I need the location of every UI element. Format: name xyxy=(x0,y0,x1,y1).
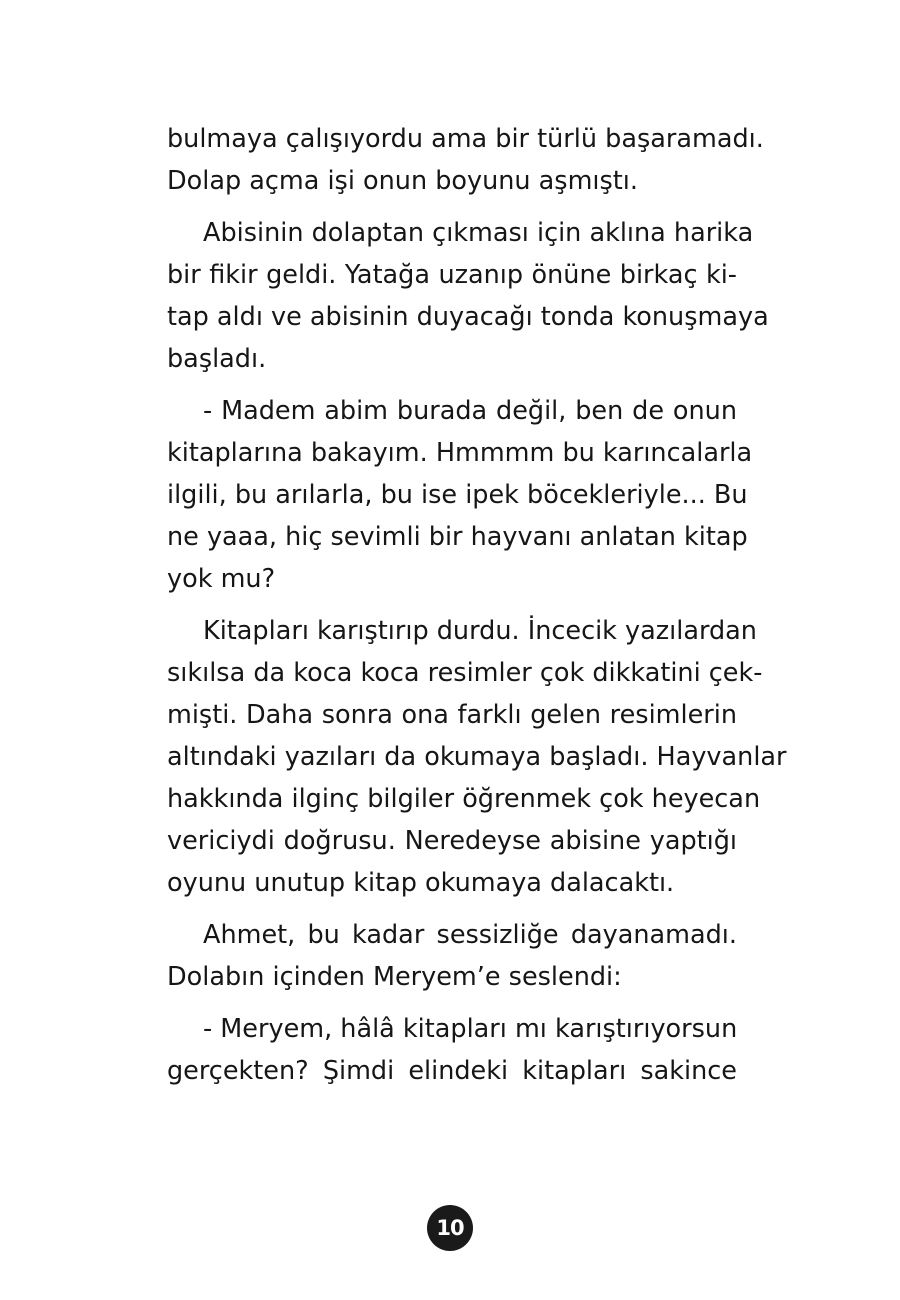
text-line: ne yaaa, hiç sevimli bir hayvanı anlatan kitap xyxy=(167,522,748,552)
text-line: Dolabın içinden Meryem’e seslendi: xyxy=(167,962,622,992)
text-line: gerçekten? Şimdi elindeki kitapları sakince xyxy=(167,1056,737,1086)
body-text xyxy=(167,118,787,1092)
text-line: ilgili, bu arılarla, bu ise ipek böcekleriyle... Bu xyxy=(167,480,748,510)
paragraph xyxy=(167,914,737,998)
text-line: oyunu unutup kitap okumaya dalacaktı. xyxy=(167,868,675,898)
page-number-badge: 10 xyxy=(427,1205,473,1251)
text-line: Dolap açma işi onun boyunu aşmıştı. xyxy=(167,166,638,196)
paragraph xyxy=(167,390,753,600)
text-line: Abisinin dolaptan çıkması için aklına harika xyxy=(203,218,754,248)
text-line: - Meryem, hâlâ kitapları mı karıştırıyorsun xyxy=(203,1014,738,1044)
paragraph xyxy=(167,118,764,202)
text-line: Ahmet, bu kadar sessizliğe dayanamadı. xyxy=(203,920,737,950)
text-line: vericiydi doğrusu. Neredeyse abisine yaptığı xyxy=(167,826,737,856)
text-line: altındaki yazıları da okumaya başladı. Hayvanlar xyxy=(167,742,787,772)
paragraph xyxy=(167,212,769,380)
text-line: hakkında ilginç bilgiler öğrenmek çok heyecan xyxy=(167,784,761,814)
text-line: başladı. xyxy=(167,344,267,374)
text-line: Kitapları karıştırıp durdu. İncecik yazılardan xyxy=(203,616,757,646)
paragraph xyxy=(167,610,787,904)
text-line: - Madem abim burada değil, ben de onun xyxy=(203,396,737,426)
text-line: tap aldı ve abisinin duyacağı tonda konuşmaya xyxy=(167,302,769,332)
text-line: mişti. Daha sonra ona farklı gelen resimlerin xyxy=(167,700,737,730)
text-line: bulmaya çalışıyordu ama bir türlü başaramadı. xyxy=(167,124,764,154)
text-line: yok mu? xyxy=(167,564,276,594)
text-line: bir fikir geldi. Yatağa uzanıp önüne birkaç ki- xyxy=(167,260,737,290)
text-line: sıkılsa da koca koca resimler çok dikkatini çek- xyxy=(167,658,763,688)
text-line: kitaplarına bakayım. Hmmmm bu karıncalarla xyxy=(167,438,753,468)
paragraph xyxy=(167,1008,737,1092)
